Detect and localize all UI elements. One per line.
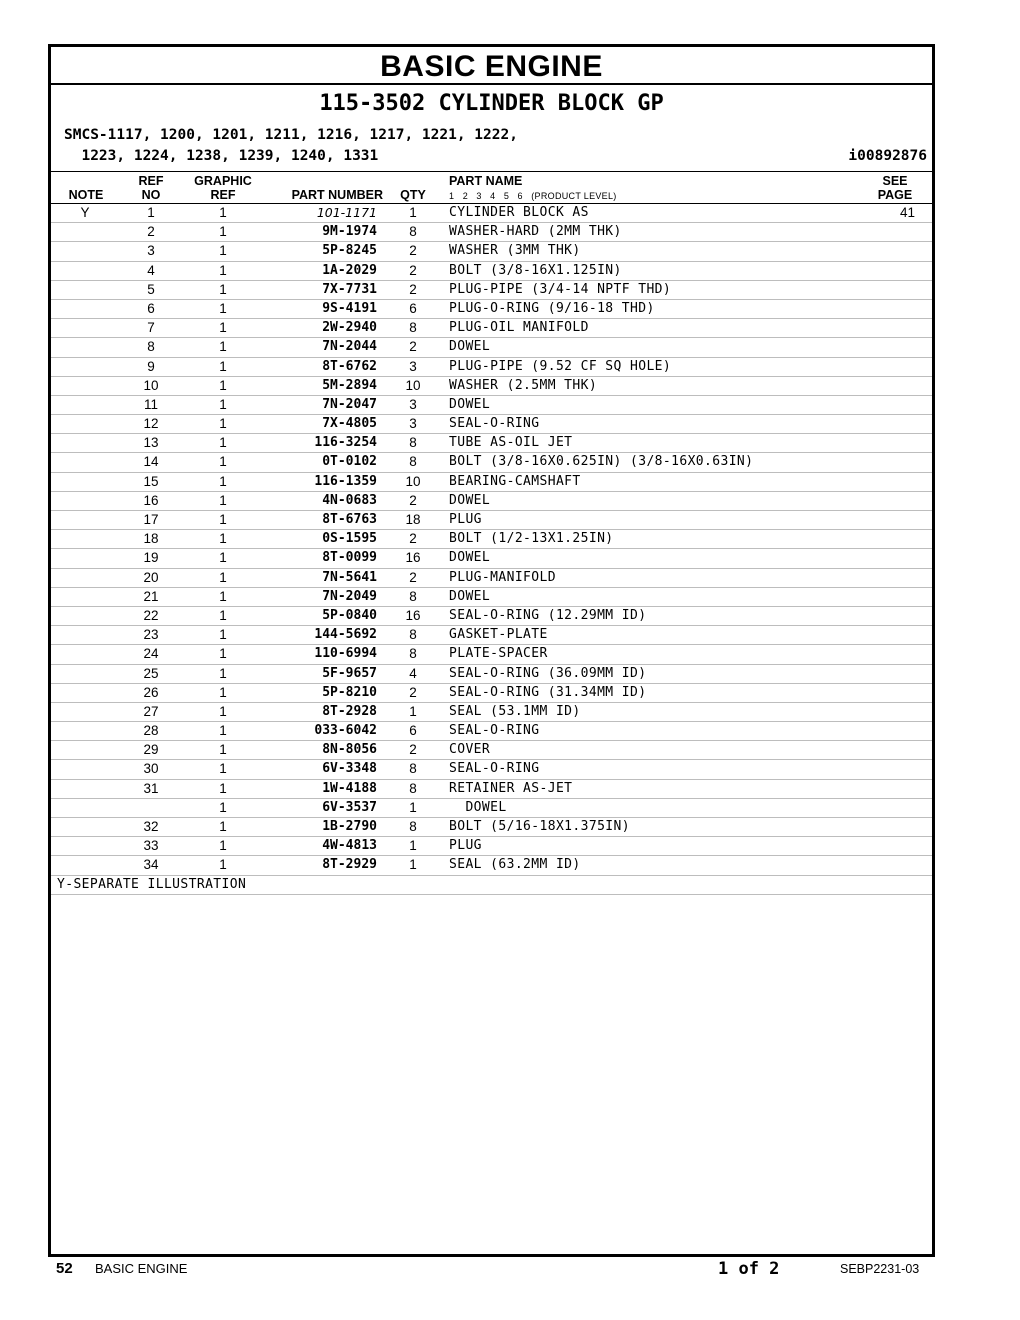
- qty-cell: 3: [409, 416, 417, 432]
- ref-no-cell: 16: [143, 492, 159, 508]
- ref-no-cell: 8: [147, 339, 155, 355]
- part-name-cell: BOLT (5/16-18X1.375IN): [449, 819, 630, 834]
- table-row: [51, 703, 932, 722]
- part-number-cell: 7X-7731: [322, 281, 377, 297]
- part-number-cell: 0S-1595: [322, 531, 377, 547]
- part-name-cell: DOWEL: [449, 492, 491, 508]
- section-title: BASIC ENGINE: [51, 47, 932, 85]
- footer-doc-code: SEBP2231-03: [840, 1262, 920, 1276]
- qty-cell: 1: [409, 205, 417, 220]
- footer-sheet: 1 of 2: [718, 1259, 780, 1279]
- smcs-line-2: 1223, 1224, 1238, 1239, 1240, 1331: [64, 148, 379, 164]
- ref-no-cell: 27: [143, 703, 159, 719]
- part-name-cell: SEAL-O-RING: [449, 723, 540, 739]
- part-name-cell: SEAL-O-RING (31.34MM ID): [449, 684, 647, 700]
- graphic-ref-cell: 1: [219, 569, 227, 585]
- part-number-cell: 5P-8210: [322, 684, 377, 700]
- part-number-cell: 1A-2029: [322, 262, 377, 278]
- qty-cell: 8: [409, 646, 417, 662]
- table-row: [51, 453, 932, 472]
- part-name-cell: SEAL-O-RING (36.09MM ID): [449, 665, 647, 681]
- graphic-ref-cell: 1: [219, 435, 227, 451]
- table-row: [51, 281, 932, 300]
- qty-cell: 8: [409, 588, 417, 604]
- qty-cell: 4: [409, 665, 417, 681]
- table-row: [51, 242, 932, 261]
- ref-no-cell: 13: [143, 435, 159, 451]
- part-number-cell: 5F-9657: [322, 665, 377, 681]
- part-name-cell: DOWEL: [449, 588, 491, 604]
- ref-no-cell: 25: [143, 665, 159, 681]
- part-number-cell: 144-5692: [314, 627, 377, 643]
- part-name-cell: DOWEL: [449, 396, 491, 412]
- graphic-ref-cell: 1: [219, 761, 227, 777]
- graphic-ref-cell: 1: [219, 607, 227, 623]
- graphic-ref-cell: 1: [219, 703, 227, 719]
- part-name-cell: WASHER (2.5MM THK): [449, 377, 598, 393]
- part-number-cell: 5P-8245: [322, 243, 377, 259]
- part-name-cell: WASHER (3MM THK): [449, 243, 581, 259]
- part-number-cell: 033-6042: [314, 723, 377, 739]
- part-name-cell: CYLINDER BLOCK AS: [449, 205, 589, 220]
- qty-cell: 10: [405, 473, 421, 489]
- footnote-row: [51, 876, 932, 895]
- table-row: [51, 530, 932, 549]
- part-name-cell: DOWEL: [449, 799, 507, 815]
- graphic-ref-cell: 1: [219, 377, 227, 393]
- qty-cell: 8: [409, 761, 417, 777]
- qty-cell: 8: [409, 435, 417, 451]
- part-number-cell: 5M-2894: [322, 377, 377, 393]
- part-number-cell: 4W-4813: [322, 838, 377, 854]
- graphic-ref-cell: 1: [219, 723, 227, 739]
- graphic-ref-cell: 1: [219, 819, 227, 834]
- ref-no-cell: 31: [143, 780, 159, 796]
- smcs-codes: [64, 125, 518, 167]
- table-row: [51, 204, 932, 223]
- table-row: [51, 760, 932, 779]
- table-row: [51, 684, 932, 703]
- part-name-cell: PLUG: [449, 838, 482, 854]
- part-number-cell: 110-6994: [314, 646, 377, 662]
- graphic-ref-cell: 1: [219, 780, 227, 796]
- table-row: [51, 300, 932, 319]
- part-number-cell: 4N-0683: [322, 492, 377, 508]
- ref-no-cell: 5: [147, 281, 155, 297]
- qty-cell: 8: [409, 627, 417, 643]
- part-number-cell: 8T-2928: [322, 703, 377, 719]
- qty-cell: 8: [409, 320, 417, 336]
- part-name-cell: PLUG-O-RING (9/16-18 THD): [449, 300, 655, 316]
- qty-cell: 2: [409, 262, 417, 278]
- qty-cell: 1: [409, 799, 417, 815]
- table-row: [51, 856, 932, 875]
- graphic-ref-cell: 1: [219, 665, 227, 681]
- part-number-cell: 7N-2047: [322, 396, 377, 412]
- ref-no-cell: 4: [147, 262, 155, 278]
- qty-cell: 1: [409, 838, 417, 854]
- ref-no-cell: 24: [143, 646, 159, 662]
- table-row: [51, 741, 932, 760]
- parts-page-frame: [48, 44, 935, 1257]
- graphic-ref-cell: 1: [219, 262, 227, 278]
- graphic-ref-cell: 1: [219, 473, 227, 489]
- graphic-ref-cell: 1: [219, 300, 227, 316]
- table-row: [51, 434, 932, 453]
- table-row: [51, 722, 932, 741]
- group-title: 115-3502 CYLINDER BLOCK GP: [319, 91, 664, 116]
- ref-no-cell: 14: [143, 454, 159, 470]
- graphic-ref-cell: 1: [219, 512, 227, 527]
- part-number-cell: 1B-2790: [322, 819, 377, 834]
- table-row: [51, 818, 932, 837]
- graphic-ref-cell: 1: [219, 454, 227, 470]
- ref-no-cell: 15: [143, 473, 159, 489]
- qty-cell: 2: [409, 281, 417, 297]
- part-number-cell: 2W-2940: [322, 320, 377, 336]
- footnote: Y-SEPARATE ILLUSTRATION: [57, 876, 247, 892]
- part-name-cell: SEAL-O-RING (12.29MM ID): [449, 607, 647, 623]
- qty-cell: 2: [409, 569, 417, 585]
- graphic-ref-cell: 1: [219, 243, 227, 259]
- qty-cell: 10: [405, 377, 421, 393]
- part-name-cell: WASHER-HARD (2MM THK): [449, 224, 622, 240]
- qty-cell: 6: [409, 723, 417, 739]
- ref-no-cell: 17: [143, 512, 159, 527]
- qty-cell: 16: [405, 607, 421, 623]
- part-name-cell: SEAL-O-RING: [449, 416, 540, 432]
- part-name-cell: TUBE AS-OIL JET: [449, 435, 573, 451]
- ref-no-cell: 30: [143, 761, 159, 777]
- graphic-ref-cell: 1: [219, 339, 227, 355]
- part-name-cell: PLATE-SPACER: [449, 646, 548, 662]
- ref-no-cell: 2: [147, 224, 155, 240]
- table-row: [51, 588, 932, 607]
- table-row: [51, 473, 932, 492]
- table-row: [51, 626, 932, 645]
- table-row: [51, 569, 932, 588]
- ref-no-cell: 7: [147, 320, 155, 336]
- part-number-cell: 8T-2929: [322, 857, 377, 873]
- part-number-cell: 7X-4805: [322, 416, 377, 432]
- note-cell: Y: [80, 205, 90, 220]
- graphic-ref-cell: 1: [219, 396, 227, 412]
- part-number-cell: 6V-3537: [322, 799, 377, 815]
- table-row: [51, 492, 932, 511]
- graphic-ref-cell: 1: [219, 492, 227, 508]
- graphic-ref-cell: 1: [219, 627, 227, 643]
- qty-cell: 2: [409, 684, 417, 700]
- ref-no-cell: 12: [143, 416, 159, 432]
- table-row: [51, 338, 932, 357]
- part-name-cell: SEAL (63.2MM ID): [449, 857, 581, 873]
- smcs-line-1: SMCS-1117, 1200, 1201, 1211, 1216, 1217, 1221, 1222,: [64, 127, 518, 143]
- ref-no-cell: 10: [143, 377, 159, 393]
- ref-no-cell: 18: [143, 531, 159, 547]
- graphic-ref-cell: 1: [219, 838, 227, 854]
- part-number-cell: 8T-6762: [322, 358, 377, 374]
- graphic-ref-cell: 1: [219, 742, 227, 758]
- graphic-ref-cell: 1: [219, 205, 227, 220]
- part-name-cell: BOLT (3/8-16X0.625IN) (3/8-16X0.63IN): [449, 454, 754, 470]
- ref-no-cell: 21: [143, 588, 159, 604]
- parts-table: [51, 204, 932, 895]
- ref-no-cell: 6: [147, 300, 155, 316]
- table-row: [51, 396, 932, 415]
- ref-no-cell: 20: [143, 569, 159, 585]
- part-number-cell: 101-1171: [316, 205, 377, 220]
- col-product-level: 1 2 3 4 5 6 (PRODUCT LEVEL): [449, 191, 617, 201]
- table-row: [51, 665, 932, 684]
- ref-no-cell: 19: [143, 550, 159, 566]
- part-name-cell: PLUG-PIPE (9.52 CF SQ HOLE): [449, 358, 672, 374]
- table-row: [51, 549, 932, 568]
- part-name-cell: DOWEL: [449, 339, 491, 355]
- part-number-cell: 1W-4188: [322, 780, 377, 796]
- part-number-cell: 9M-1974: [322, 224, 377, 240]
- qty-cell: 2: [409, 742, 417, 758]
- ref-no-cell: 33: [143, 838, 159, 854]
- ref-no-cell: 28: [143, 723, 159, 739]
- table-row: [51, 511, 932, 530]
- qty-cell: 8: [409, 780, 417, 796]
- col-graphic-top: GRAPHIC: [194, 174, 252, 188]
- part-name-cell: BEARING-CAMSHAFT: [449, 473, 581, 489]
- footer-page-number: 52: [56, 1260, 73, 1277]
- part-number-cell: 8N-8056: [322, 742, 377, 758]
- col-part-number: PART NUMBER: [291, 188, 383, 202]
- part-number-cell: 7N-5641: [322, 569, 377, 585]
- col-ref-top: REF: [138, 174, 164, 188]
- table-row: [51, 415, 932, 434]
- part-number-cell: 0T-0102: [322, 454, 377, 470]
- part-number-cell: 9S-4191: [322, 300, 377, 316]
- part-name-cell: BOLT (1/2-13X1.25IN): [449, 531, 614, 547]
- qty-cell: 2: [409, 531, 417, 547]
- ref-no-cell: 26: [143, 684, 159, 700]
- part-name-cell: COVER: [449, 742, 491, 758]
- qty-cell: 3: [409, 396, 417, 412]
- table-row: [51, 837, 932, 856]
- graphic-ref-cell: 1: [219, 281, 227, 297]
- graphic-ref-cell: 1: [219, 857, 227, 873]
- footer-section: BASIC ENGINE: [95, 1261, 188, 1276]
- col-ref-bottom: NO: [141, 188, 161, 202]
- table-row: [51, 607, 932, 626]
- qty-cell: 2: [409, 243, 417, 259]
- part-number-cell: 116-3254: [314, 435, 377, 451]
- qty-cell: 18: [405, 512, 421, 527]
- qty-cell: 16: [405, 550, 421, 566]
- ref-no-cell: 34: [143, 857, 159, 873]
- part-number-cell: 116-1359: [314, 473, 377, 489]
- graphic-ref-cell: 1: [219, 588, 227, 604]
- col-see-top: SEE: [882, 174, 908, 188]
- ref-no-cell: 9: [147, 358, 155, 374]
- qty-cell: 1: [409, 857, 417, 873]
- ref-no-cell: 11: [143, 396, 158, 412]
- table-row: [51, 358, 932, 377]
- part-name-cell: DOWEL: [449, 550, 491, 566]
- part-name-cell: RETAINER AS-JET: [449, 780, 573, 796]
- qty-cell: 8: [409, 224, 417, 240]
- col-qty: QTY: [400, 188, 426, 202]
- graphic-ref-cell: 1: [219, 646, 227, 662]
- ref-no-cell: 32: [143, 819, 159, 834]
- qty-cell: 3: [409, 358, 417, 374]
- graphic-ref-cell: 1: [219, 684, 227, 700]
- part-name-cell: PLUG: [449, 512, 482, 527]
- part-number-cell: 8T-0099: [322, 550, 377, 566]
- col-see-bottom: PAGE: [877, 188, 913, 202]
- table-row: [51, 780, 932, 799]
- part-number-cell: 5P-0840: [322, 607, 377, 623]
- qty-cell: 8: [409, 819, 417, 834]
- table-row: [51, 319, 932, 338]
- ref-no-cell: 3: [147, 243, 155, 259]
- graphic-ref-cell: 1: [219, 358, 227, 374]
- qty-cell: 1: [409, 703, 417, 719]
- col-note: NOTE: [68, 188, 104, 202]
- part-name-cell: PLUG-PIPE (3/4-14 NPTF THD): [449, 281, 672, 297]
- ref-no-cell: 22: [143, 607, 159, 623]
- table-row: [51, 262, 932, 281]
- graphic-ref-cell: 1: [219, 416, 227, 432]
- qty-cell: 2: [409, 339, 417, 355]
- graphic-ref-cell: 1: [219, 550, 227, 566]
- part-name-cell: SEAL-O-RING: [449, 761, 540, 777]
- table-row: [51, 645, 932, 664]
- graphic-ref-cell: 1: [219, 799, 227, 815]
- ref-no-cell: 23: [143, 627, 159, 643]
- qty-cell: 2: [409, 492, 417, 508]
- part-name-cell: SEAL (53.1MM ID): [449, 703, 581, 719]
- part-name-cell: PLUG-MANIFOLD: [449, 569, 556, 585]
- col-part-name: PART NAME: [449, 174, 523, 188]
- header-top-rule: [51, 171, 932, 172]
- part-number-cell: 8T-6763: [322, 512, 377, 527]
- qty-cell: 8: [409, 454, 417, 470]
- table-row: [51, 799, 932, 818]
- graphic-ref-cell: 1: [219, 320, 227, 336]
- col-graphic-bottom: REF: [210, 188, 236, 202]
- table-row: [51, 377, 932, 396]
- graphic-ref-cell: 1: [219, 224, 227, 240]
- graphic-ref-cell: 1: [219, 531, 227, 547]
- see-page-cell: 41: [899, 205, 915, 220]
- part-name-cell: PLUG-OIL MANIFOLD: [449, 320, 589, 336]
- table-row: [51, 223, 932, 242]
- part-name-cell: BOLT (3/8-16X1.125IN): [449, 262, 622, 278]
- part-number-cell: 7N-2049: [322, 588, 377, 604]
- ref-no-cell: 29: [143, 742, 159, 758]
- part-name-cell: GASKET-PLATE: [449, 627, 548, 643]
- ref-no-cell: 1: [147, 205, 155, 220]
- part-number-cell: 6V-3348: [322, 761, 377, 777]
- qty-cell: 6: [409, 300, 417, 316]
- illustration-id: i00892876: [848, 148, 927, 164]
- part-number-cell: 7N-2044: [322, 339, 377, 355]
